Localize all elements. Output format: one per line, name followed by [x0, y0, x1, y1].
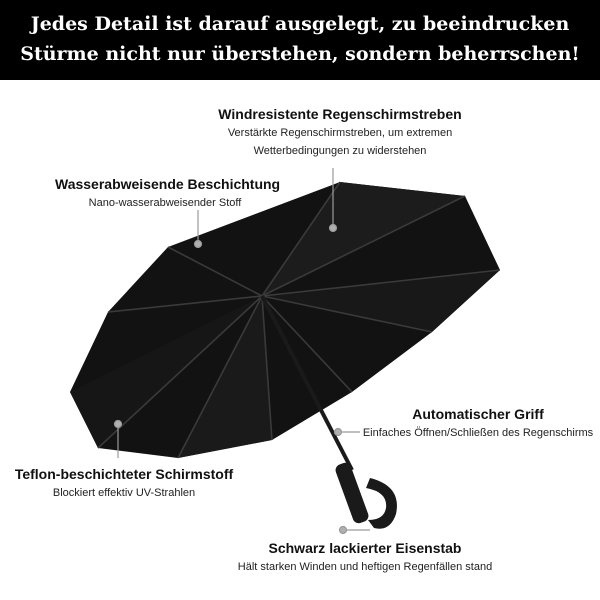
- callout-handle: [335, 429, 361, 436]
- callout-coating: [195, 210, 202, 248]
- headline-line-2: Stürme nicht nur überstehen, sondern beherrschen!: [20, 43, 580, 65]
- feature-ribs-desc-2: Wetterbedingungen zu widerstehen: [253, 145, 427, 157]
- feature-ribs: [200, 104, 480, 160]
- feature-handle-title: Automatischer Griff: [412, 406, 544, 422]
- feature-fabric: [14, 464, 234, 502]
- umbrella-handle: [334, 461, 397, 529]
- feature-ribs-desc-1: Verstärkte Regenschirmstreben, um extremen: [227, 127, 453, 139]
- feature-fabric-desc: Blockiert effektiv UV-Strahlen: [52, 487, 196, 499]
- headline-line-1: Jedes Detail ist darauf ausgelegt, zu beeindrucken: [30, 13, 570, 35]
- feature-coating: [55, 174, 281, 212]
- feature-shaft-desc: Hält starken Winden und heftigen Regenfällen stand: [237, 561, 493, 573]
- feature-handle-desc: Einfaches Öffnen/Schließen des Regenschirms: [362, 427, 594, 439]
- feature-handle: [362, 404, 594, 442]
- feature-ribs-title: Windresistente Regenschirmstreben: [218, 106, 462, 122]
- feature-coating-desc: Nano-wasserabweisender Stoff: [88, 197, 242, 209]
- feature-shaft-title: Schwarz lackierter Eisenstab: [268, 540, 462, 556]
- headline-banner: [0, 0, 600, 80]
- feature-coating-title: Wasserabweisende Beschichtung: [55, 176, 281, 192]
- feature-fabric-title: Teflon-beschichteter Schirmstoff: [14, 466, 234, 482]
- callout-shaft: [340, 527, 371, 534]
- feature-shaft: [210, 538, 520, 576]
